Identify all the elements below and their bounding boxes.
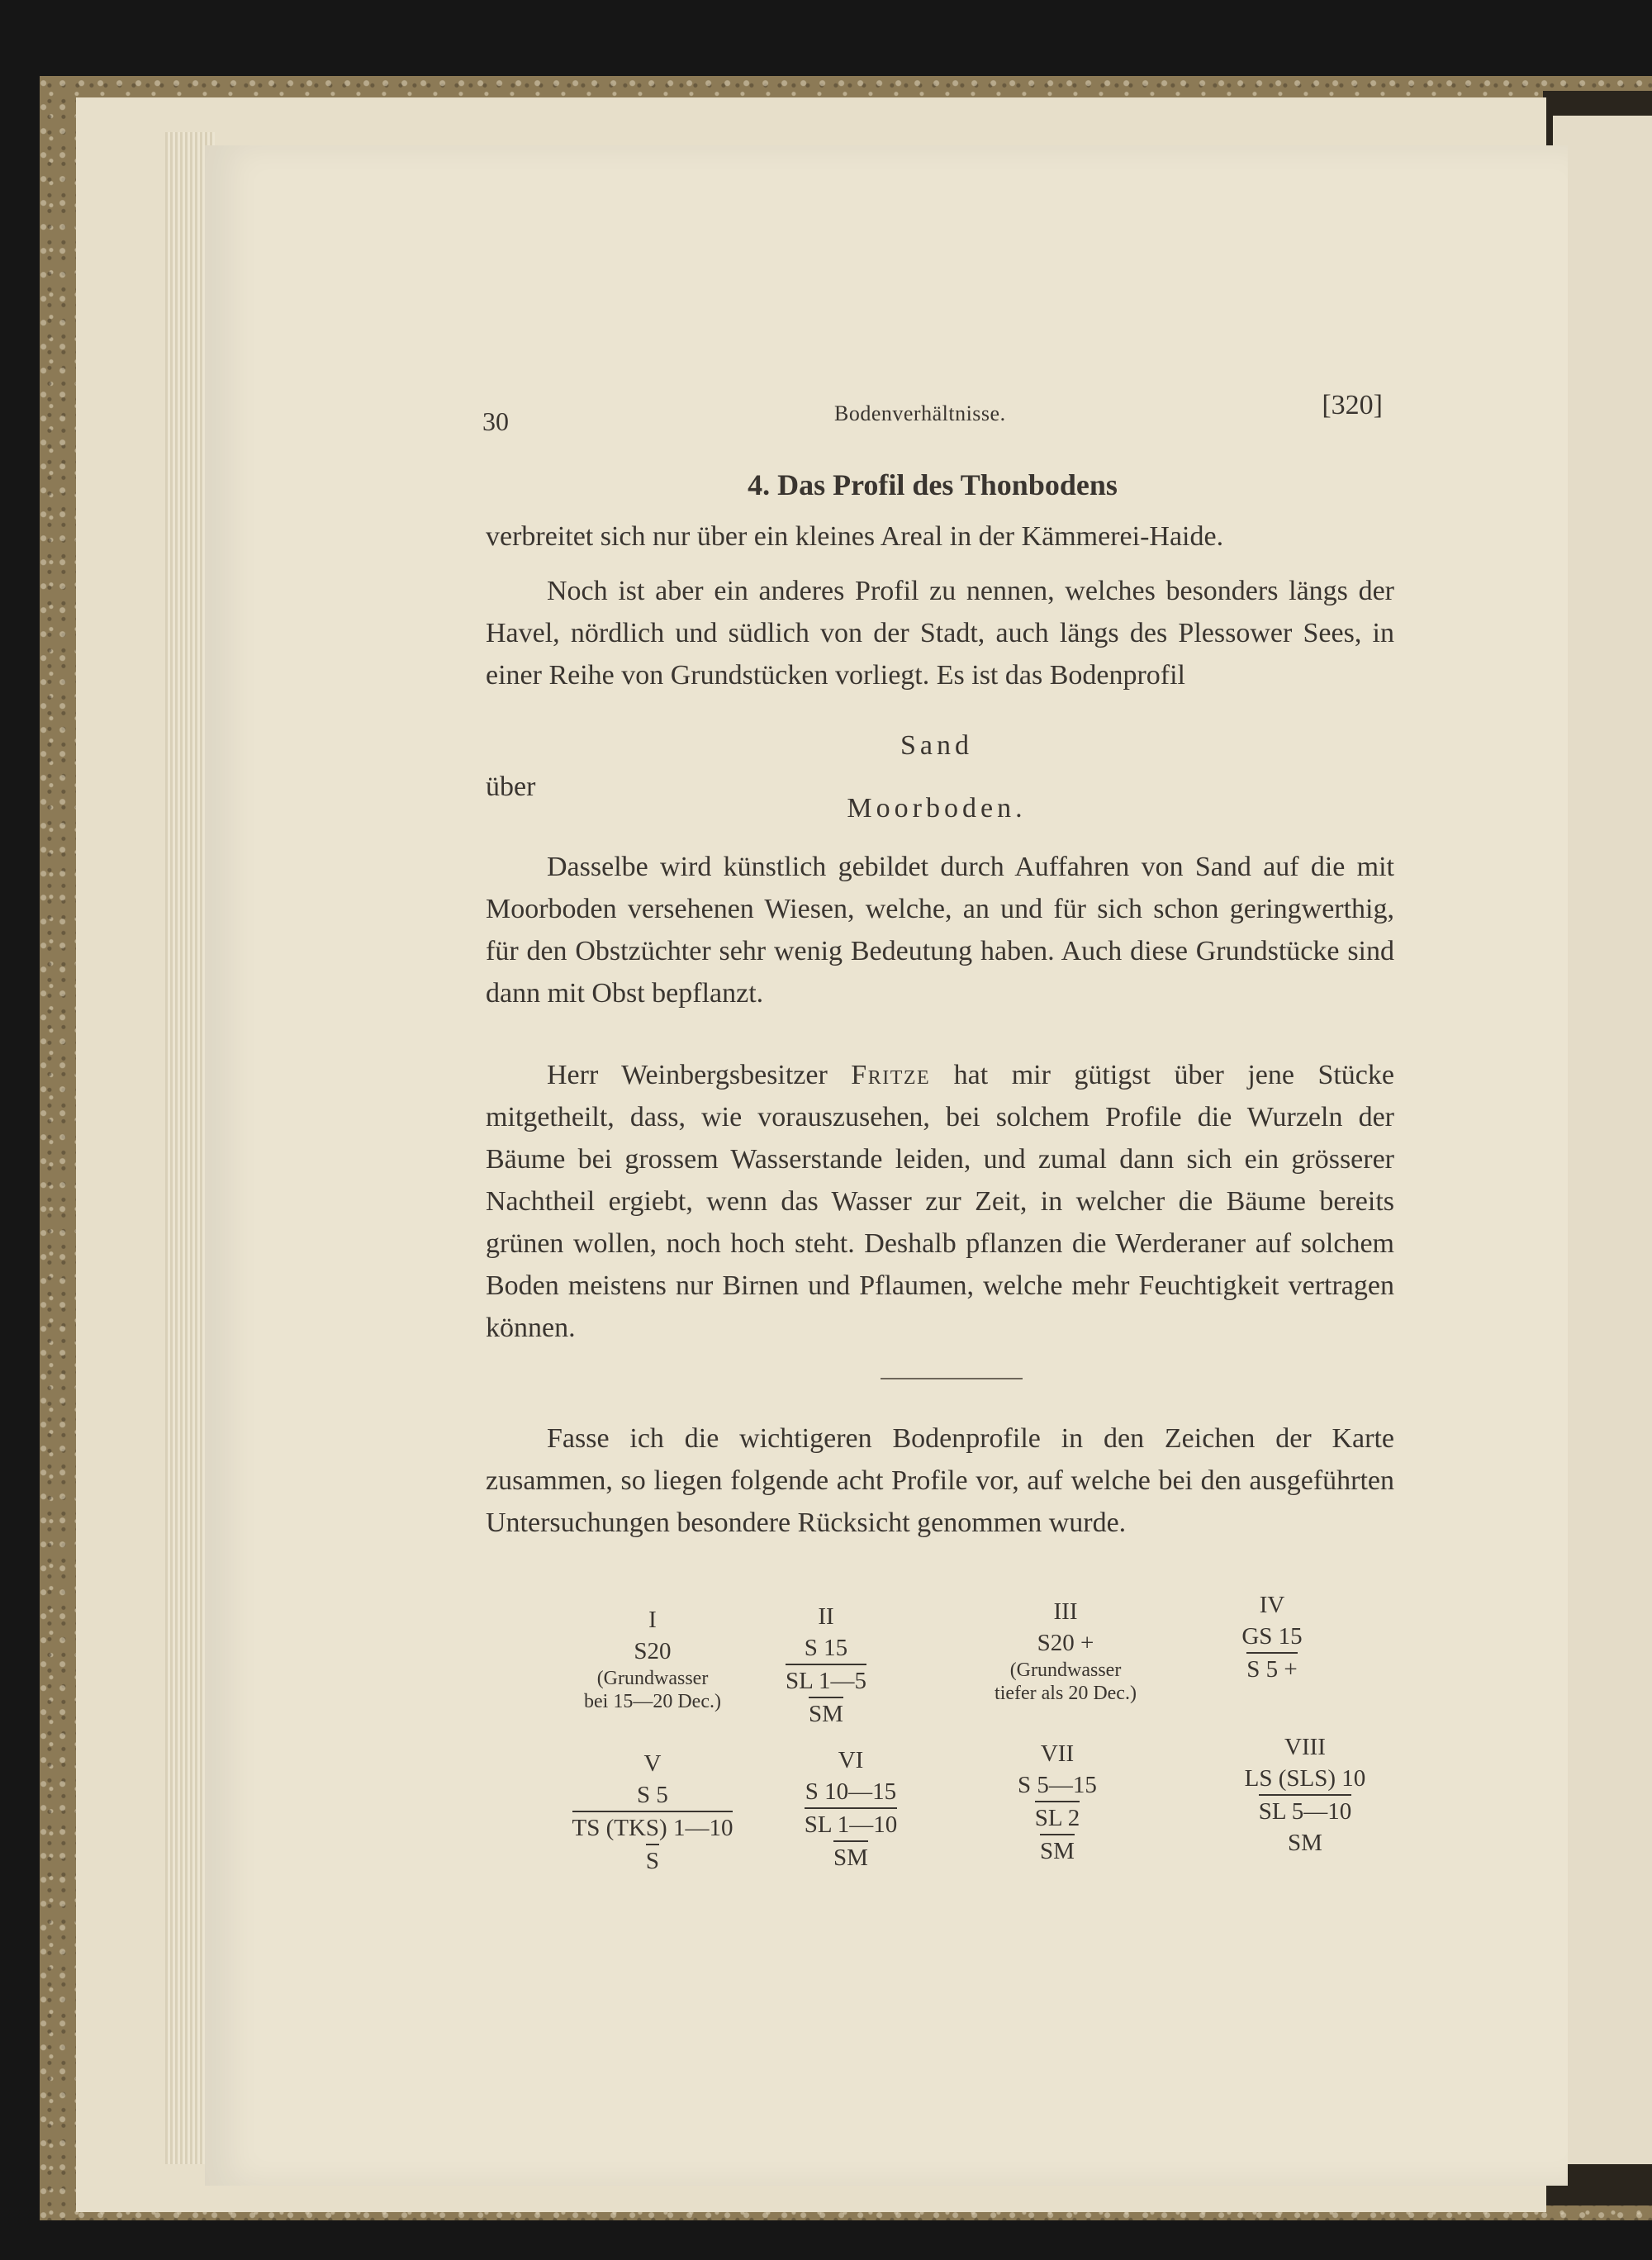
profile-line: SL 5—10	[1259, 1794, 1352, 1827]
profile-over-word: über	[486, 772, 536, 802]
profile-line: S	[646, 1844, 659, 1877]
profile-line: S 5	[637, 1782, 668, 1808]
profile-line: GS 15	[1241, 1623, 1303, 1650]
person-name: Fritze	[851, 1060, 931, 1090]
profile-numeral: II	[818, 1603, 834, 1630]
profile-5	[529, 1748, 776, 1877]
profile-4	[1173, 1589, 1371, 1685]
paragraph-4-start: Herr Weinbergsbesitzer	[547, 1060, 852, 1090]
running-title: Bodenverhältnisse.	[834, 401, 1006, 425]
paragraph-4	[486, 1054, 1394, 1349]
profile-2	[719, 1601, 933, 1730]
profile-numeral: III	[1053, 1598, 1078, 1625]
profile-line: S 10—15	[805, 1778, 897, 1805]
page-number: 30	[482, 406, 509, 436]
profile-line: SL 1—10	[805, 1807, 898, 1840]
profile-numeral: VII	[1040, 1740, 1075, 1767]
profile-6	[743, 1745, 958, 1873]
profile-bottom-layer: Moorboden.	[847, 793, 1027, 824]
profile-numeral: IV	[1259, 1592, 1285, 1618]
profile-line: S 5—15	[1018, 1772, 1097, 1798]
page-header	[482, 390, 1383, 453]
profile-line: S 5 +	[1246, 1652, 1297, 1685]
profile-3	[942, 1596, 1189, 1705]
profile-line: S 15	[804, 1635, 848, 1661]
profile-line: S20 +	[1037, 1630, 1094, 1656]
paragraph-4-rest: hat mir gütigst über jene Stücke mitgetheilt, dass, wie vorauszusehen, bei solchem Profile die Wurzeln der Bäume bei grossem Wasserstande leiden, und zumal dann sich ein grösserer Nachtheil ergiebt, wenn das Wasser zur Zeit, in welcher die Bäume bereits grünen wollen, noch hoch steht. Deshalb pflanzen die Werderaner auf solchem Boden meistens nur Birnen und Pflaumen, welche mehr Feuchtigkeit vertragen können.	[486, 1060, 1394, 1343]
profile-note: tiefer als 20 Dec.)	[995, 1683, 1137, 1704]
profile-line: LS (SLS) 10	[1244, 1765, 1366, 1792]
profile-top-layer: Sand	[900, 730, 973, 761]
paragraph-5: Fasse ich die wichtigeren Bodenprofile in den Zeichen der Karte zusammen, so liegen folgende acht Profile vor, auf welche bei den ausgeführten Untersuchungen besondere Rücksicht genommen wurde.	[486, 1423, 1394, 1538]
section-title: 4. Das Profil des Thonbodens	[748, 468, 1118, 501]
profile-numeral: V	[643, 1750, 662, 1777]
paragraph-1: verbreitet sich nur über ein kleines Areal in der Kämmerei-Haide.	[486, 521, 1224, 552]
facing-page-edge	[1553, 116, 1652, 2164]
profile-7	[950, 1738, 1165, 1867]
paragraph-3: Dasselbe wird künstlich gebildet durch Auffahren von Sand auf die mit Moorboden versehenen Wiesen, welche, an und für sich schon geringwerthig, für den Obstzüchter sehr wenig Bedeutung haben. Auch diese Grundstücke sind dann mit Obst bepflanzt.	[486, 852, 1394, 1009]
original-page-number: [320]	[1322, 390, 1383, 420]
profile-note: (Grundwasser	[596, 1668, 709, 1689]
profile-note: (Grundwasser	[1009, 1659, 1122, 1681]
profile-8	[1181, 1731, 1429, 1859]
profile-numeral: VIII	[1284, 1734, 1326, 1760]
profile-line: SM	[1040, 1834, 1075, 1867]
section-divider	[881, 1378, 1023, 1379]
profile-line: SL 1—5	[786, 1664, 866, 1697]
profile-line: SM	[809, 1697, 843, 1730]
profile-line: SL 2	[1035, 1801, 1080, 1834]
profile-line: TS (TKS) 1—10	[572, 1811, 733, 1844]
paragraph-2: Noch ist aber ein anderes Profil zu nennen, welches besonders längs der Havel, nördlich und südlich von der Stadt, auch längs des Plessower Sees, in einer Reihe von Grundstücken vorliegt. Es ist das Bodenprofil	[486, 576, 1394, 691]
profile-note: bei 15—20 Dec.)	[584, 1691, 721, 1712]
profile-line: SM	[1288, 1830, 1322, 1856]
profile-line: SM	[833, 1840, 868, 1873]
profile-numeral: VI	[838, 1747, 864, 1773]
profile-numeral: I	[648, 1607, 657, 1633]
profile-line: S20	[634, 1638, 672, 1664]
